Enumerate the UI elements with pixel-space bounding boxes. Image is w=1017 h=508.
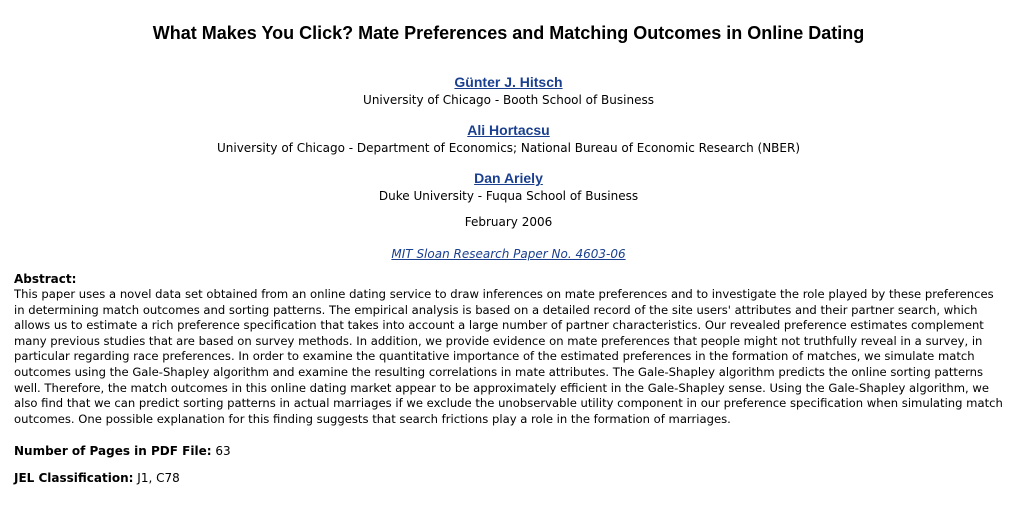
author-block-1 bbox=[0, 72, 1017, 108]
page-count-label: Number of Pages in PDF File: bbox=[14, 444, 212, 458]
jel-classification-row bbox=[14, 470, 180, 486]
publication-date-row bbox=[0, 214, 1017, 230]
author-affiliation-1: University of Chicago - Booth School of Business bbox=[363, 93, 654, 107]
author-affiliation-2: University of Chicago - Department of Economics; National Bureau of Economic Research (NBER) bbox=[216, 141, 801, 155]
abstract-section bbox=[14, 272, 1004, 427]
page-count-row bbox=[14, 443, 231, 459]
publication-date: February 2006 bbox=[464, 215, 553, 229]
series-link-row bbox=[0, 243, 1017, 262]
jel-classification-value: J1, C78 bbox=[137, 471, 180, 485]
author-link-1[interactable]: Günter J. Hitsch bbox=[454, 74, 563, 90]
author-block-3 bbox=[0, 168, 1017, 204]
jel-classification-label: JEL Classification: bbox=[14, 471, 134, 485]
author-affiliation-3: Duke University - Fuqua School of Business bbox=[378, 189, 639, 203]
abstract-heading: Abstract: bbox=[14, 272, 77, 286]
abstract-text: This paper uses a novel data set obtained from an online dating service to draw inferences on mate preferences and to investigate the role played by these preferences in determining match outcomes and sorting patterns. The empirical analysis is based on a detailed record of the site users' attributes and their partner search, which allows us to estimate a rich preference specification that takes into account a large number of partner characteristics. Our revealed preference estimates complement many previous studies that are based on survey methods. In addition, we provide evidence on mate preferences that people might not truthfully reveal in a survey, in particular regarding race preferences. In order to examine the quantitative importance of the estimated preferences in the formation of matches, we simulate match outcomes using the Gale-Shapley algorithm and examine the resulting correlations in mate attributes. The Gale-Shapley algorithm predicts the online sorting patterns well. Therefore, the match outcomes in this online dating market appear to be approximately efficient in the Gale-Shapley sense. Using the Gale-Shapley algorithm, we also find that we can predict sorting patterns in actual marriages if we exclude the unobservable utility component in our preference specification when simulating match outcomes. One possible explanation for this finding suggests that search frictions play a role in the formation of marriages. bbox=[14, 287, 1003, 426]
research-paper-link[interactable]: MIT Sloan Research Paper No. 4603-06 bbox=[391, 247, 626, 261]
paper-title: What Makes You Click? Mate Preferences and Matching Outcomes in Online Dating bbox=[152, 23, 865, 43]
page-count-value: 63 bbox=[215, 444, 231, 458]
author-link-2[interactable]: Ali Hortacsu bbox=[467, 122, 550, 138]
author-link-3[interactable]: Dan Ariely bbox=[474, 170, 543, 186]
author-block-2 bbox=[0, 120, 1017, 156]
